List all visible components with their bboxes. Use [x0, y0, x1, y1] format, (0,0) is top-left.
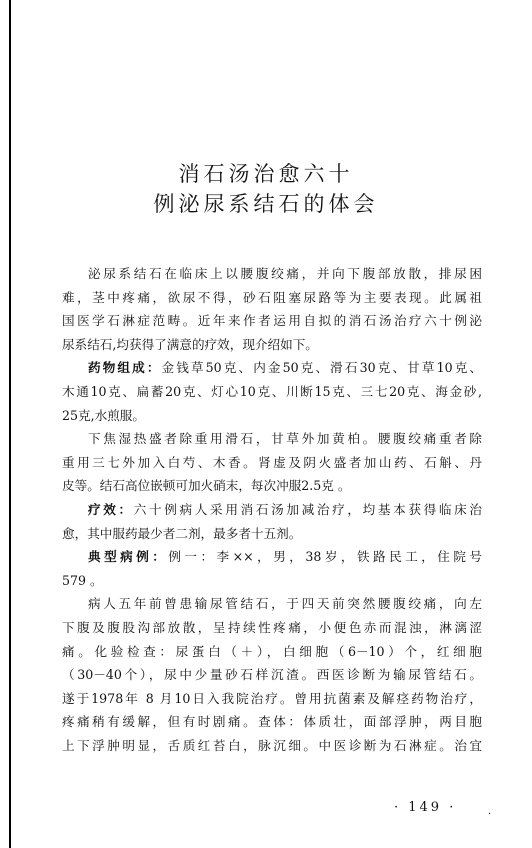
page-number: · 149 ·	[394, 800, 457, 815]
body-line: 579 。	[62, 572, 103, 588]
body-line: 25克,水煎服。	[62, 407, 145, 423]
trailing-mark: .	[488, 806, 492, 817]
body-line	[62, 498, 482, 522]
binding-edge-line	[9, 0, 11, 848]
article-title-line-1: 消石汤治愈六十	[178, 162, 354, 186]
body-line: 遂于1978年 8 月10日入我院治疗。曾用抗菌素及解痉药物治疗，	[62, 690, 482, 706]
body-line: 病人五年前曾患输尿管结石，于四天前突然腰腹绞痛，向左	[88, 596, 482, 612]
body-text: 例一：李××，男，38岁，铁路民工，住院号	[168, 549, 482, 565]
body-line: 痛。化验检查：尿蛋白（＋），白细胞（6－10）个，红细胞	[62, 643, 482, 659]
body-text: 金钱草50克、内金50克、滑石30克、甘草10克、	[161, 360, 482, 376]
body-line: 难，茎中疼痛，欲尿不得，砂石阻塞尿路等为主要表现。此属祖	[62, 289, 482, 305]
section-lead-efficacy: 疗效：	[88, 501, 134, 517]
body-line: 愈，其中服药最少者二剂，最多者十五剂。	[62, 525, 302, 541]
body-line: 国医学石淋症范畴。近年来作者运用自拟的消石汤治疗六十例泌	[62, 313, 482, 329]
body-line: 重用三七外加入白芍、木香。肾虚及阴火盛者加山药、石斛、丹	[62, 454, 482, 470]
section-lead-ingredients: 药物组成：	[88, 360, 162, 376]
article-body	[62, 262, 482, 757]
body-text: 六十例病人采用消石汤加减治疗，均基本获得临床治	[133, 501, 482, 517]
article-title-line-2: 例泌尿系结石的体会	[153, 192, 379, 216]
body-line: （30－40个），尿中少量砂石样沉渣。西医诊断为输尿管结石。	[62, 667, 482, 683]
body-line: 疼痛稍有缓解，但有时剧痛。查体：体质壮，面部浮肿，两目胞	[62, 714, 482, 730]
body-line: 下焦湿热盛者除重用滑石，甘草外加黄柏。腰腹绞痛重者除	[88, 431, 482, 447]
body-line: 上下浮肿明显，舌质红苔白，脉沉细。中医诊断为石淋症。治宜	[62, 737, 482, 753]
body-line: 泌尿系结石在临床上以腰腹绞痛，并向下腹部放散，排尿困	[88, 266, 482, 281]
section-lead-case: 典型病例：	[88, 549, 169, 565]
body-line	[62, 356, 482, 380]
body-line: 木通10克、扁蓄20克、灯心10克、川断15克、三七20克、海金砂,	[62, 383, 482, 399]
body-line: 下腹及腹股沟部放散，呈持续性疼痛，小便色赤而混浊，淋漓涩	[62, 619, 482, 635]
body-line	[62, 545, 482, 569]
body-line: 尿系结石,均获得了满意的疗效，现介绍如下。	[62, 336, 318, 352]
body-line: 皮等。结石高位嵌顿可加火硝末，每次冲服2.5克 。	[62, 478, 351, 494]
